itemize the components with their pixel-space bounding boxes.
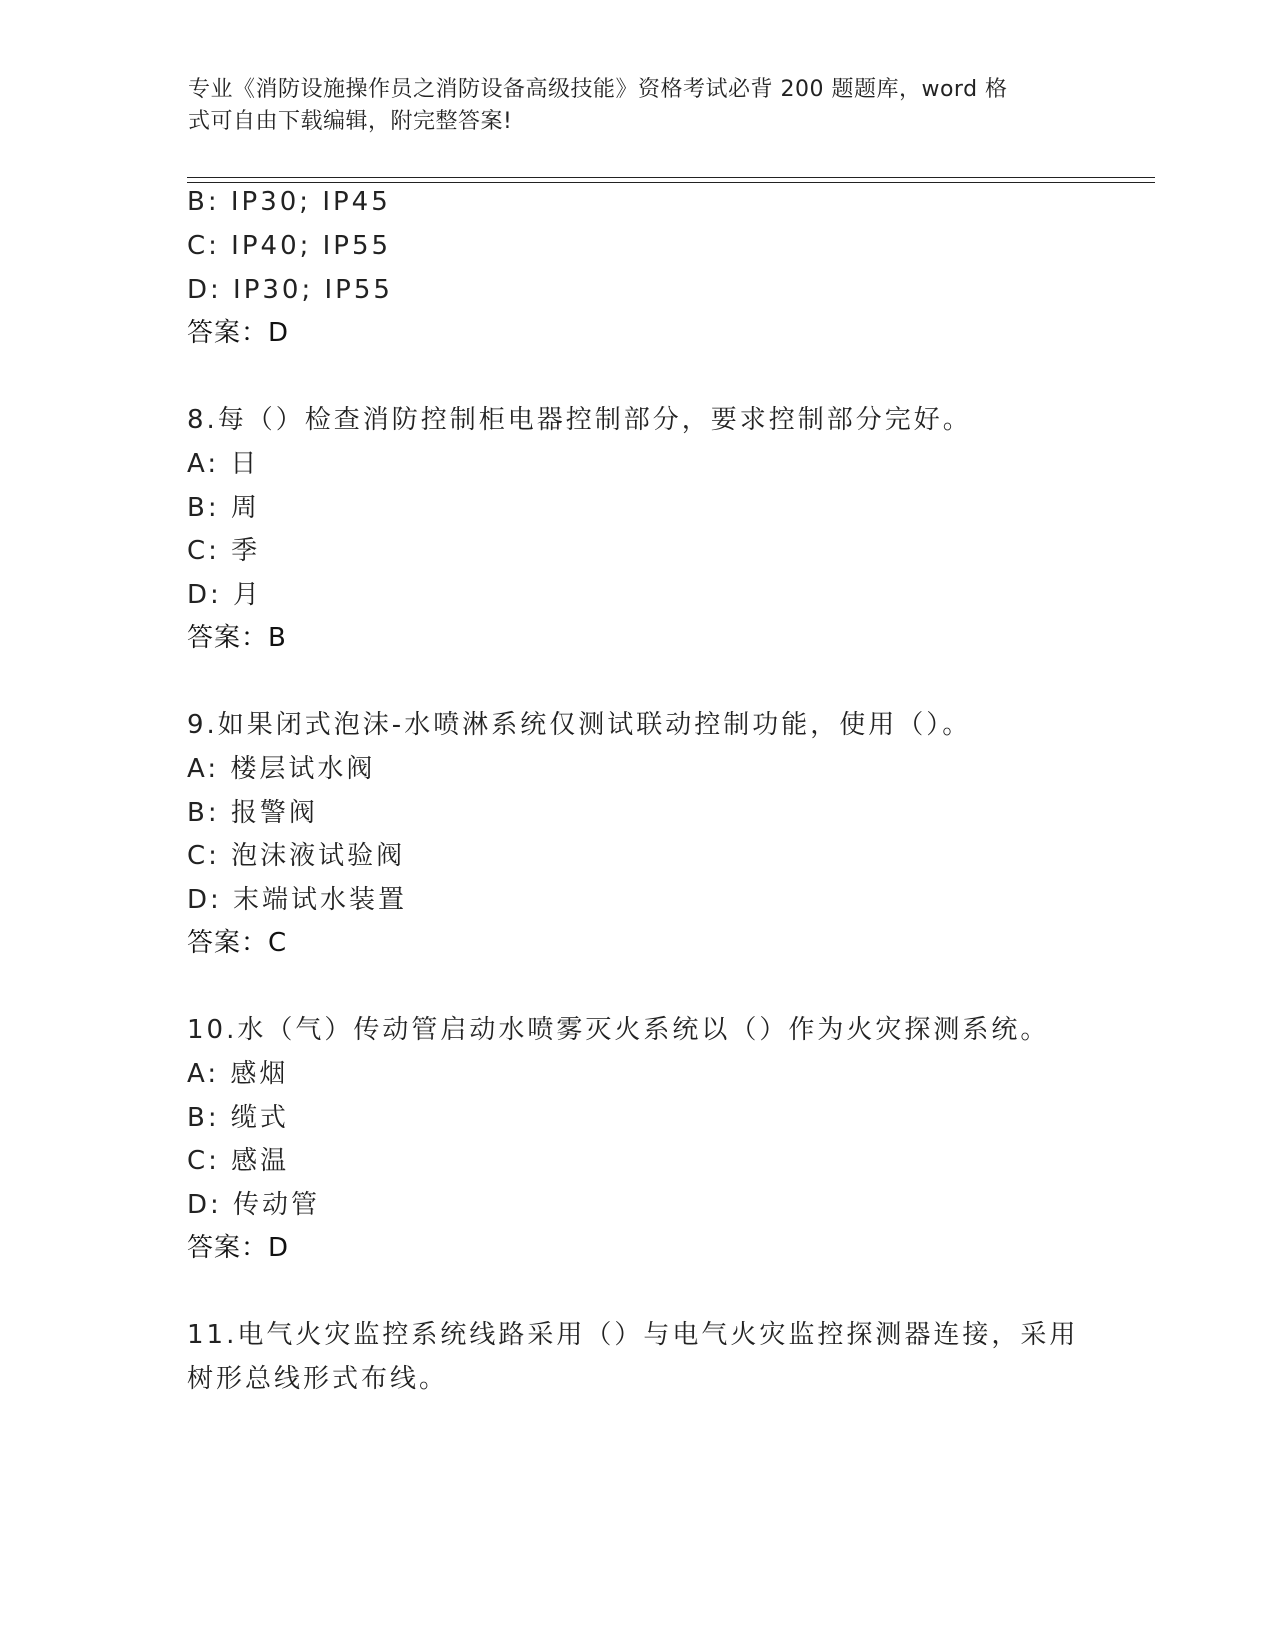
q10-option-b: B: 缆式 — [187, 1103, 289, 1133]
header-divider-bottom — [187, 182, 1155, 183]
q8-stem: 8.每（）检查消防控制柜电器控制部分，要求控制部分完好。 — [187, 405, 972, 435]
document-header — [188, 74, 1068, 138]
q10-option-a: A: 感烟 — [187, 1059, 289, 1089]
q9-stem: 9.如果闭式泡沫-水喷淋系统仅测试联动控制功能，使用（）。 — [187, 710, 972, 740]
q10-option-c: C: 感温 — [187, 1146, 290, 1176]
prev-option-b: B: IP30; IP45 — [187, 187, 391, 217]
q9-option-c: C: 泡沫液试验阀 — [187, 841, 406, 871]
q10-stem: 10.水（气）传动管启动水喷雾灭火系统以（）作为火灾探测系统。 — [187, 1015, 1050, 1045]
header-title-line-1: 专业《消防设施操作员之消防设备高级技能》资格考试必背 200 题题库，word 格 — [188, 77, 1008, 102]
q8-option-b: B: 周 — [187, 493, 260, 523]
q9-answer: 答案：C — [187, 928, 288, 958]
header-title-line-2: 式可自由下载编辑，附完整答案! — [188, 109, 513, 134]
header-divider-top — [187, 177, 1155, 178]
q11-stem-line-1: 11.电气火灾监控系统线路采用（）与电气火灾监控探测器连接，采用 — [187, 1320, 1079, 1350]
q8-option-c: C: 季 — [187, 536, 261, 566]
q8-answer: 答案：B — [187, 623, 287, 653]
q9-option-d: D: 末端试水装置 — [187, 885, 408, 915]
prev-option-c: C: IP40; IP55 — [187, 231, 392, 261]
q8-option-d: D: 月 — [187, 580, 263, 610]
q8-option-a: A: 日 — [187, 449, 260, 479]
q10-answer: 答案：D — [187, 1233, 290, 1263]
prev-answer: 答案：D — [187, 318, 290, 348]
q11-stem-line-2: 树形总线形式布线。 — [187, 1364, 449, 1394]
prev-option-d: D: IP30; IP55 — [187, 275, 393, 305]
q10-option-d: D: 传动管 — [187, 1190, 321, 1220]
q9-option-b: B: 报警阀 — [187, 798, 318, 828]
q9-option-a: A: 楼层试水阀 — [187, 754, 376, 784]
